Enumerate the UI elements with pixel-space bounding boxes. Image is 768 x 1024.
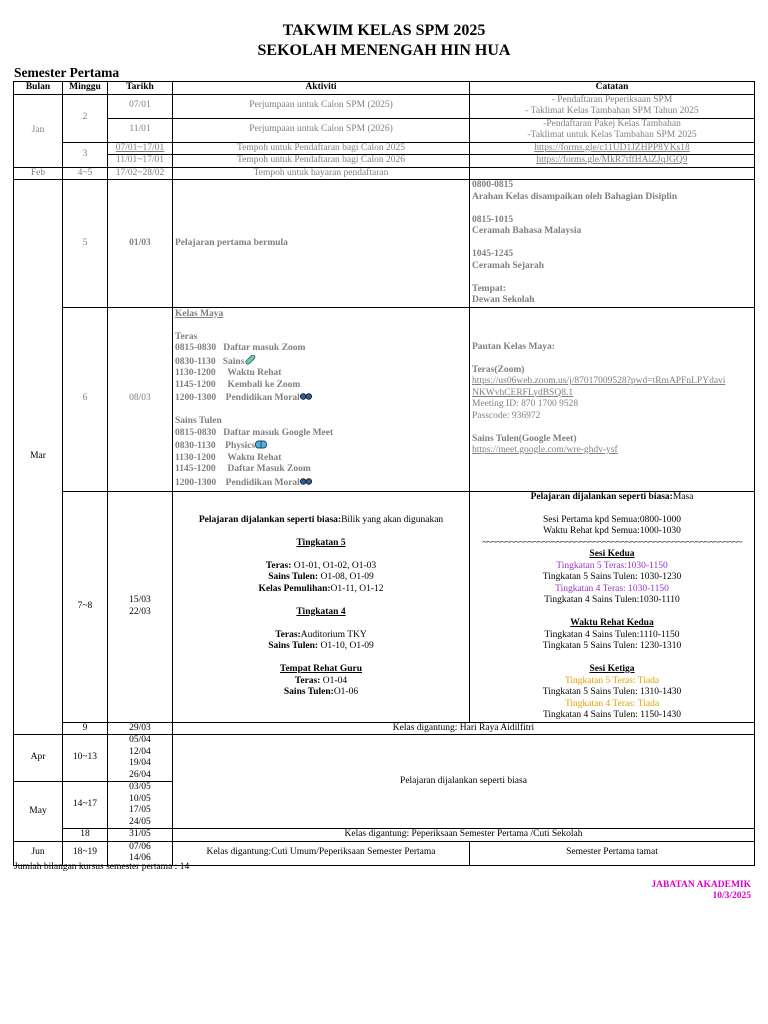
test-tube-icon xyxy=(244,355,256,365)
month-cell: Mar xyxy=(14,180,63,735)
spacer xyxy=(175,618,467,630)
glasses-icon xyxy=(300,391,312,401)
month-cell: Feb xyxy=(14,167,63,180)
guru-heading: Tempat Rehat Guru xyxy=(280,664,362,674)
note-cell xyxy=(470,118,755,142)
table-row xyxy=(14,180,755,308)
schedule-line: 1130-1200 Waktu Rehat xyxy=(175,452,282,463)
table-row xyxy=(14,735,755,782)
note-line: Ceramah Sejarah xyxy=(472,260,545,271)
date-cell: 17/02~28/02 xyxy=(108,167,173,180)
activity-cell: Kelas digantung: Peperiksaan Semester Pertama /Cuti Sekolah xyxy=(173,829,755,842)
goggles-icon xyxy=(255,439,267,449)
room-line xyxy=(175,687,467,699)
table-row xyxy=(14,829,755,842)
note-intro xyxy=(472,492,752,504)
date-cell xyxy=(108,491,173,722)
week-cell: 4~5 xyxy=(63,167,108,180)
zoom-label: Teras(Zoom) xyxy=(472,364,525,375)
time-line: Tingkatan 4 Sains Tulen: 1150-1430 xyxy=(542,710,682,720)
page-title: TAKWIM KELAS SPM 2025 xyxy=(282,22,486,39)
note-line: Tempat: xyxy=(472,283,506,294)
activity-cell: Perjumpaan untuk Calon SPM (2026) xyxy=(173,118,470,142)
spacer xyxy=(175,549,467,561)
spacer xyxy=(472,238,752,250)
note-line: 1045-1245 xyxy=(472,249,514,259)
week-cell: 14~17 xyxy=(63,782,108,829)
course-count-label: Jumlah bilangan kursus semester pertama : xyxy=(14,862,178,872)
schedule-line xyxy=(175,355,467,369)
date-cell: 31/05 xyxy=(108,829,173,842)
date-line: 14/06 xyxy=(129,853,151,863)
time-line: Tingkatan 5 Teras:1030-1150 xyxy=(556,560,668,571)
date-cell xyxy=(108,735,173,782)
spacer xyxy=(175,405,467,417)
schedule-text: 1200-1300 Pendidikan Moral xyxy=(175,393,300,404)
note-line: Dewan Sekolah xyxy=(472,295,535,305)
room-label: Teras: xyxy=(265,560,292,571)
room-line xyxy=(175,584,467,596)
col-header-tarikh: Tarikh xyxy=(108,82,173,95)
meet-link[interactable]: https://meet.google.com/wre-ghdv-ysf xyxy=(472,445,618,455)
schedule-text: 0830-1130 Physics xyxy=(175,441,256,452)
sains-tulen-label: Sains Tulen xyxy=(175,416,222,427)
room-line xyxy=(175,630,467,642)
spacer xyxy=(472,203,752,215)
room-label: Sains Tulen: xyxy=(268,572,319,582)
week-cell: 7~8 xyxy=(63,491,108,722)
schedule-line: 0815-0830 Daftar masuk Google Meet xyxy=(175,427,334,438)
time-line: Tingkatan 5 Sains Tulen: 1030-1230 xyxy=(542,572,682,582)
passcode: Passcode: 936972 xyxy=(472,410,541,421)
table-row xyxy=(14,155,755,168)
time-line: Tingkatan 4 Sains Tulen:1110-1150 xyxy=(544,629,680,640)
month-cell: Apr xyxy=(14,735,63,782)
room-line xyxy=(175,676,467,688)
divider-line: ~~~~~~~~~~~~~~~~~~~~~~~~~~~~~~~~~~~~~~~~~~~~~~~~~~~~~~~~ xyxy=(482,537,742,548)
document-date: 10/3/2025 xyxy=(712,891,751,901)
teras-label: Teras xyxy=(175,331,198,342)
schedule-text: 1200-1300 Pendidikan Moral xyxy=(175,477,300,488)
room-label: Kelas Pemulihan: xyxy=(258,583,331,594)
table-row xyxy=(14,491,755,722)
sesi-ketiga-heading: Sesi Ketiga xyxy=(589,664,635,674)
time-line: Tingkatan 5 Sains Tulen: 1230-1310 xyxy=(542,641,682,651)
course-count xyxy=(14,862,189,872)
date-line: 17/05 xyxy=(129,805,151,815)
table-row xyxy=(14,307,755,491)
date-cell: 11/01 xyxy=(108,118,173,142)
note-cell xyxy=(470,167,755,180)
col-header-minggu: Minggu xyxy=(63,82,108,95)
date-line: 26/04 xyxy=(129,769,151,780)
spacer xyxy=(472,607,752,619)
activity-cell: Tempoh untuk bayaran pendaftaran xyxy=(173,167,470,180)
week-cell: 18 xyxy=(63,829,108,842)
note-line: Arahan Kelas disampaikan oleh Bahagian Disiplin xyxy=(472,191,678,202)
form-link-2025[interactable]: https://forms.gle/c11UD1JZHPP8YKs18 xyxy=(534,142,690,153)
schedule-line xyxy=(175,476,467,490)
school-name: SEKOLAH MENENGAH HIN HUA xyxy=(257,42,511,59)
schedule-line: 1145-1200 Daftar Masuk Zoom xyxy=(175,464,311,475)
date-cell xyxy=(108,782,173,829)
spacer xyxy=(472,272,752,284)
date-cell: 01/03 xyxy=(108,180,173,308)
date-line: 03/05 xyxy=(129,782,151,792)
department-name: JABATAN AKADEMIK xyxy=(651,880,751,890)
note-cell: Semester Pertama tamat xyxy=(470,841,755,865)
meet-label: Sains Tulen(Google Meet) xyxy=(472,433,577,444)
col-header-aktiviti: Aktiviti xyxy=(173,82,470,95)
spacer xyxy=(175,653,467,665)
room-value: O1-08, O1-09 xyxy=(318,572,374,582)
pautan-label: Pautan Kelas Maya: xyxy=(472,341,555,352)
room-value: O1-06 xyxy=(333,687,359,697)
room-value: O1-04 xyxy=(320,675,348,686)
tingkatan5-heading: Tingkatan 5 xyxy=(296,537,346,548)
time-line: Tingkatan 4 Teras: 1030-1150 xyxy=(555,583,669,594)
kelas-maya-label: Kelas Maya xyxy=(175,308,224,319)
time-line: Tingkatan 4 Teras: Tiada xyxy=(564,698,660,709)
meeting-id: Meeting ID: 870 1700 9528 xyxy=(472,399,579,409)
room-line xyxy=(175,572,467,584)
time-line: Waktu Rehat kpd Semua:1000-1030 xyxy=(543,526,681,536)
room-value: O1-01, O1-02, O1-03 xyxy=(291,560,377,571)
spacer xyxy=(472,422,752,434)
spacer xyxy=(472,353,752,365)
activity-cell xyxy=(173,307,470,491)
schedule-line: 1130-1200 Waktu Rehat xyxy=(175,368,282,379)
table-row xyxy=(14,118,755,142)
spacer xyxy=(472,503,752,515)
course-count-value: 14 xyxy=(179,862,190,872)
form-link-2026[interactable]: https://forms.gle/MkR7tffHAiZJqJGQ9 xyxy=(536,155,688,165)
activity-cell: Pelajaran pertama bermula xyxy=(173,180,470,308)
note-line: - Taklimat Kelas Tambahan SPM Tahun 2025 xyxy=(525,106,699,116)
note-cell xyxy=(470,180,755,308)
activity-cell: Tempoh untuk Pendaftaran bagi Calon 2025 xyxy=(173,142,470,155)
room-label: Teras: xyxy=(275,629,301,640)
calendar-table xyxy=(13,81,755,866)
note-line: Ceramah Bahasa Malaysia xyxy=(472,226,582,236)
room-line xyxy=(175,561,467,573)
glasses-icon xyxy=(300,476,312,486)
week-cell: 9 xyxy=(63,722,108,735)
intro-bold: Pelajaran dijalankan seperti biasa: xyxy=(198,514,342,525)
week-cell: 10~13 xyxy=(63,735,108,782)
schedule-line xyxy=(175,391,467,405)
date-line: 12/04 xyxy=(129,746,151,757)
sesi-kedua-heading: Sesi Kedua xyxy=(589,549,635,559)
note-cell xyxy=(470,307,755,491)
note-cell xyxy=(470,491,755,722)
note-cell xyxy=(470,94,755,118)
col-header-catatan: Catatan xyxy=(470,82,755,95)
date-line: 19/04 xyxy=(129,758,151,768)
table-row xyxy=(14,722,755,735)
room-value: O1-10, O1-09 xyxy=(318,641,374,651)
table-row xyxy=(14,94,755,118)
date-line: 07/06 xyxy=(129,841,151,852)
date-cell: 11/01~17/01 xyxy=(108,155,173,168)
date-cell: 08/03 xyxy=(108,307,173,491)
note-cell xyxy=(470,142,755,155)
month-cell: May xyxy=(14,782,63,842)
semester-heading: Semester Pertama xyxy=(14,65,120,80)
tingkatan4-heading: Tingkatan 4 xyxy=(296,606,346,617)
table-row xyxy=(14,167,755,180)
time-line: Sesi Pertama kpd Semua:0800-1000 xyxy=(543,514,681,525)
note-line: -Pendaftaran Pakej Kelas Tambahan xyxy=(543,118,681,129)
date-cell: 29/03 xyxy=(108,722,173,735)
room-value: O1-11, O1-12 xyxy=(330,583,384,594)
month-cell: Jun xyxy=(14,841,63,865)
week-cell: 3 xyxy=(63,142,108,167)
activity-cell: Kelas digantung:Cuti Umum/Peperiksaan Semester Pertama xyxy=(173,841,470,865)
activity-cell: Tempoh untuk Pendaftaran bagi Calon 2026 xyxy=(173,155,470,168)
schedule-line: 0815-0830 Daftar masuk Zoom xyxy=(175,343,306,354)
room-label: Sains Tulen: xyxy=(268,641,319,651)
note-line: 0800-0815 xyxy=(472,180,514,190)
schedule-line: 1145-1200 Kembali ke Zoom xyxy=(175,379,301,390)
zoom-link-cont[interactable]: NKWvhCERFLydBSQ8.1 xyxy=(472,387,574,398)
week-cell: 5 xyxy=(63,180,108,308)
spacer xyxy=(175,595,467,607)
activity-cell: Kelas digantung: Hari Raya Aidilfitri xyxy=(173,722,755,735)
time-line: Tingkatan 5 Sains Tulen: 1310-1430 xyxy=(542,687,682,697)
date-line: 24/05 xyxy=(129,816,151,827)
date-cell: 07/01~17/01 xyxy=(108,142,173,155)
date-line: 05/04 xyxy=(129,735,151,745)
note-line: 0815-1015 xyxy=(472,214,514,225)
activity-intro xyxy=(175,515,467,527)
schedule-text: 0830-1130 Sains xyxy=(175,356,245,367)
department-signature xyxy=(651,880,751,902)
date-line: 10/05 xyxy=(129,793,151,804)
zoom-link[interactable]: https://us06web.zoom.us/j/87017009528?pwd=tRmAPFnLPYdavi xyxy=(472,376,726,386)
time-line: Tingkatan 4 Sains Tulen:1030-1110 xyxy=(544,595,680,605)
waktu-rehat-kedua-heading: Waktu Rehat Kedua xyxy=(570,618,654,628)
intro-rest: Bilik yang akan digunakan xyxy=(341,514,444,525)
spacer xyxy=(175,320,467,332)
time-line: Tingkatan 5 Teras: Tiada xyxy=(564,675,660,686)
table-row xyxy=(14,142,755,155)
date-line: 15/03 xyxy=(129,595,151,605)
activity-cell xyxy=(173,491,470,722)
week-cell: 6 xyxy=(63,307,108,491)
week-cell: 18~19 xyxy=(63,841,108,865)
month-cell: Jan xyxy=(14,94,63,167)
header-row xyxy=(14,82,755,95)
activity-cell: Perjumpaan untuk Calon SPM (2025) xyxy=(173,94,470,118)
note-line: - Pendaftaran Peperiksaan SPM xyxy=(551,94,673,105)
date-line: 22/03 xyxy=(129,606,151,617)
activity-cell: Pelajaran dijalankan seperti biasa xyxy=(173,735,755,829)
spacer xyxy=(175,526,467,538)
date-cell: 07/01 xyxy=(108,94,173,118)
room-label: Teras: xyxy=(294,675,321,686)
intro-rest: Masa xyxy=(672,491,694,502)
room-line xyxy=(175,641,467,653)
spacer xyxy=(472,653,752,665)
week-cell: 2 xyxy=(63,94,108,142)
note-line: -Taklimat untuk Kelas Tambahan SPM 2025 xyxy=(527,130,697,140)
room-label: Sains Tulen: xyxy=(283,687,334,697)
intro-bold: Pelajaran dijalankan seperti biasa: xyxy=(530,491,673,502)
schedule-line xyxy=(175,439,467,453)
col-header-bulan: Bulan xyxy=(14,82,63,95)
room-value: Auditorium TKY xyxy=(300,629,367,640)
note-cell xyxy=(470,155,755,168)
